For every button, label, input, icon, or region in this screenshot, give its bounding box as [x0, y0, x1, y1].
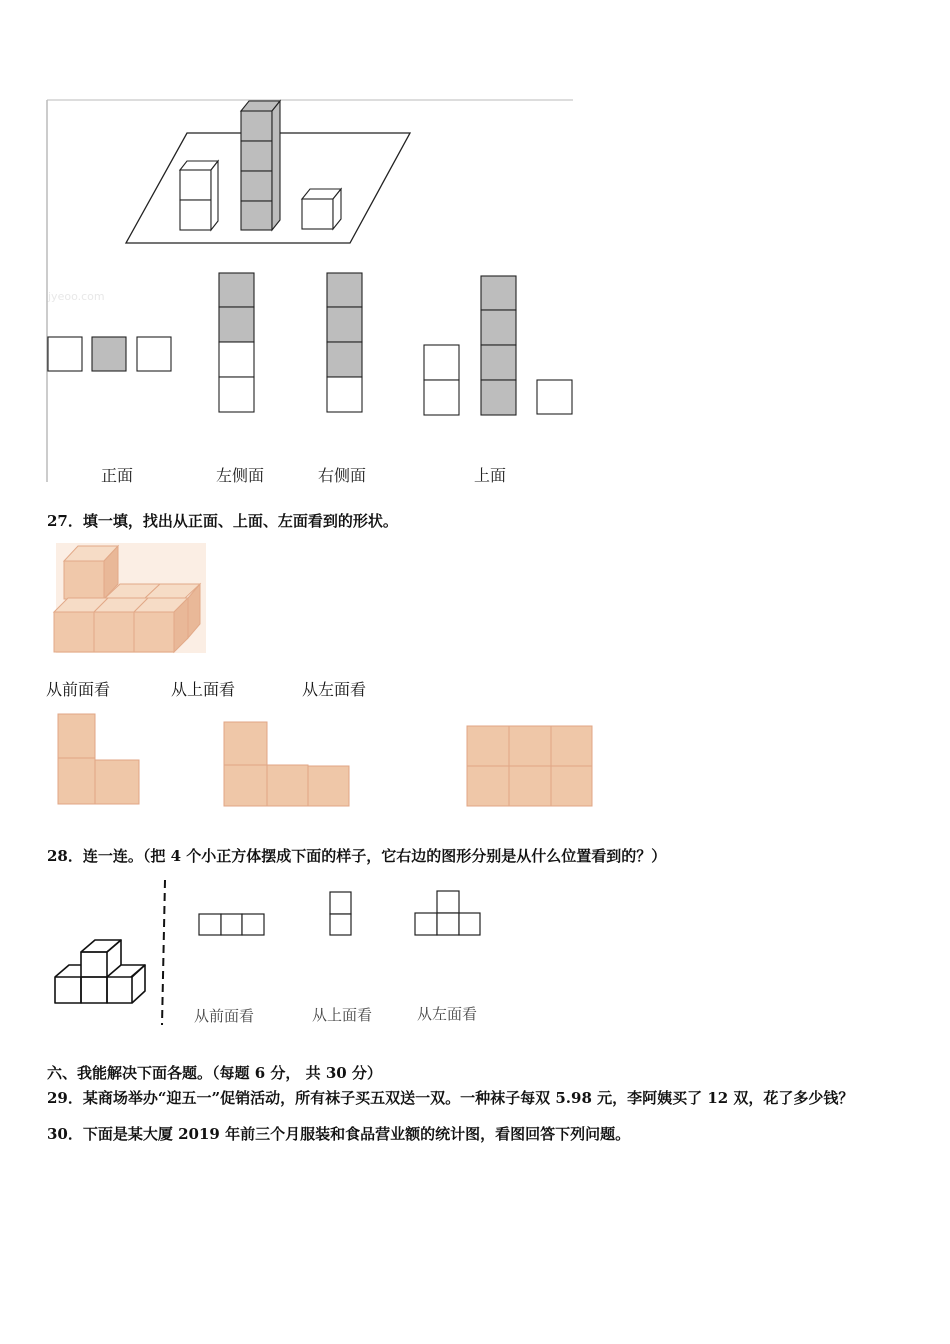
view-three-in-row [199, 914, 264, 935]
watermark: jyeoo.com [48, 290, 105, 303]
q28-label-left: 从左面看 [417, 1005, 478, 1023]
question-30-text: 30．下面是某大厦 2019 年前三个月服装和食品营业额的统计图，看图回答下列问题。 [47, 1125, 631, 1143]
cube-arrangement-sketch [55, 940, 145, 1003]
q27-label-top: 从上面看 [171, 680, 236, 699]
q27-label-front: 从前面看 [46, 680, 111, 699]
q27-label-left: 从左面看 [302, 680, 367, 699]
label-top: 上面 [474, 466, 507, 485]
label-right-side: 右侧面 [318, 466, 367, 485]
label-front: 正面 [101, 466, 134, 485]
question-29-text: 29．某商场举办“迎五一”促销活动，所有袜子买五双送一双。一种袜子每双 5.98 元，李阿姨买了 12 双，花了多少钱？ [47, 1089, 854, 1107]
question-28-text: 28．连一连。（把 4 个小正方体摆成下面的样子，它右边的图形分别是从什么位置看到的？） [47, 847, 667, 865]
section-6-heading: 六、我能解决下面各题。（每题 6 分， 共 30 分） [47, 1064, 382, 1082]
view-t-shape [415, 891, 480, 935]
dashed-divider [162, 880, 165, 1025]
q28-label-top: 从上面看 [312, 1006, 373, 1024]
q28-label-front: 从前面看 [194, 1007, 255, 1025]
view-two-stacked [330, 892, 351, 935]
question-27-text: 27．填一填，找出从正面、上面、左面看到的形状。 [47, 512, 398, 530]
label-left-side: 左侧面 [216, 466, 265, 485]
